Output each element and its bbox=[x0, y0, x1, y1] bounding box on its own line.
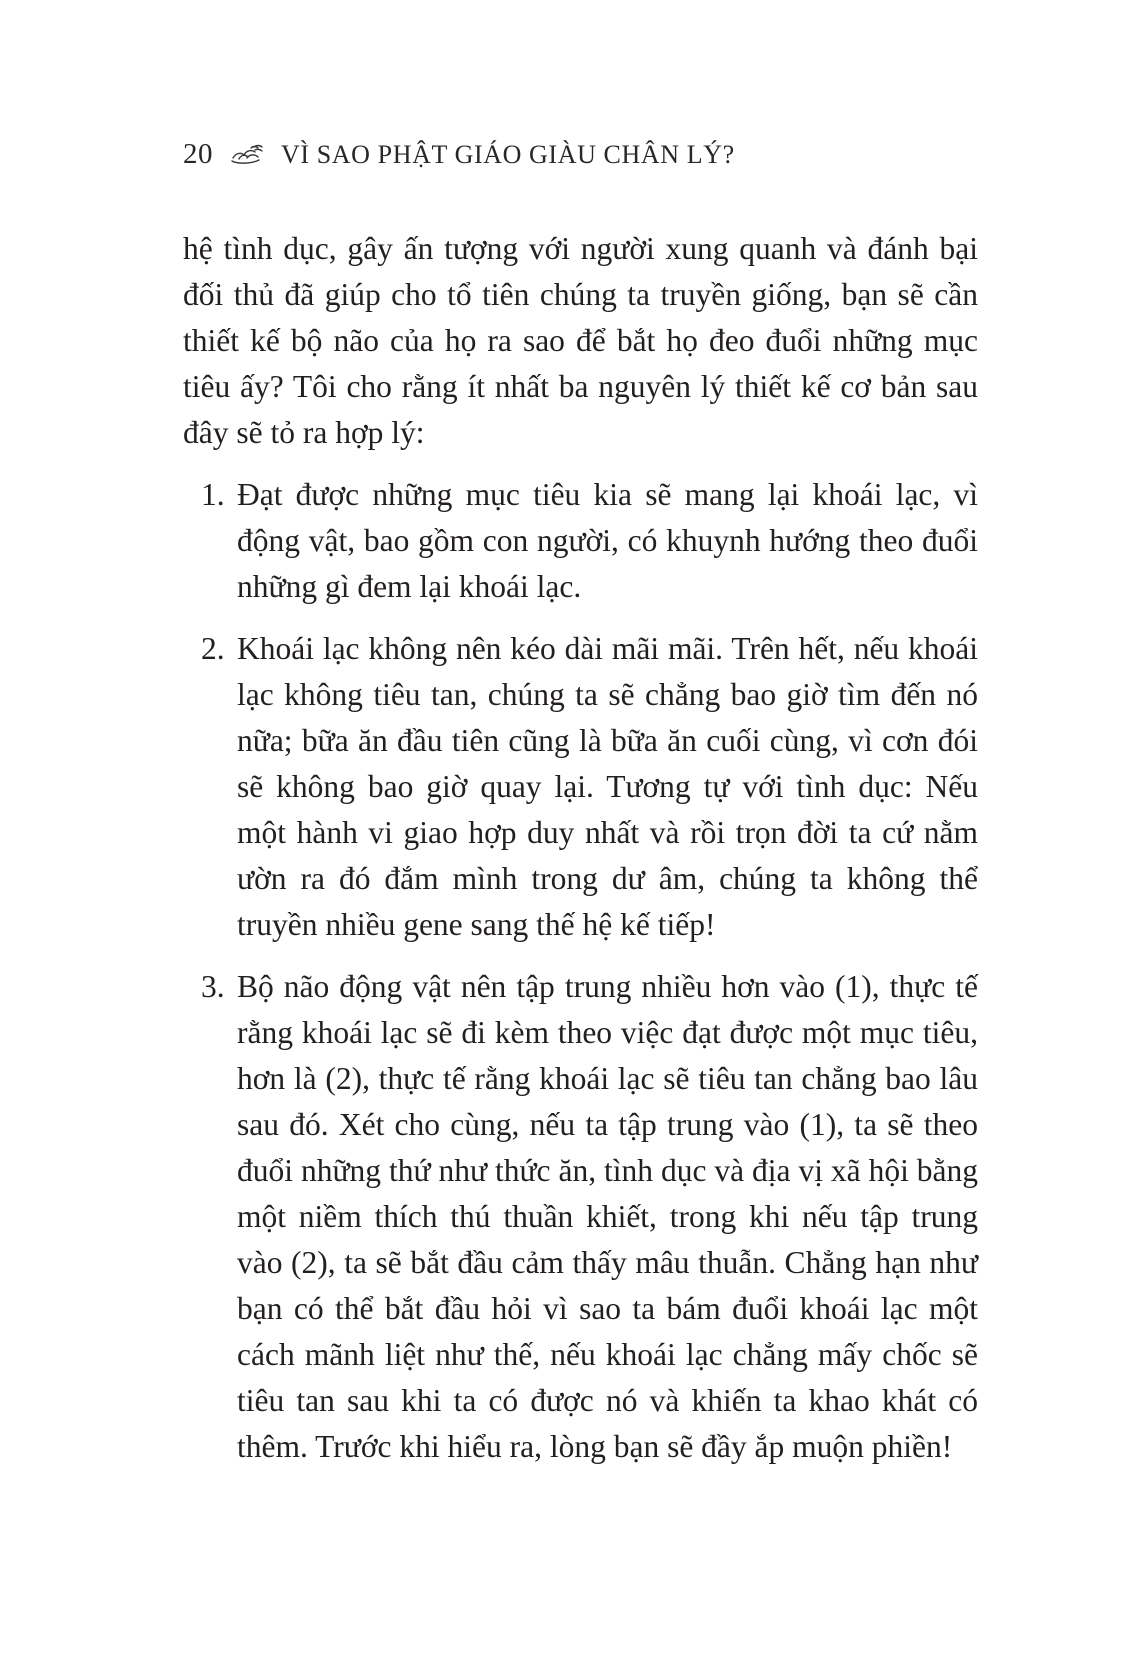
list-item-number: 3. bbox=[201, 969, 225, 1004]
page-header bbox=[183, 138, 735, 171]
list-item-text: Bộ não động vật nên tập trung nhiều hơn vào (1), thực tế rằng khoái lạc sẽ đi kèm theo việc đạt được một mục tiêu, hơn là (2), thực tế rằng khoái lạc sẽ tiêu tan chẳng bao lâu sau đó. Xét cho cùng, nếu ta tập trung vào (1), ta sẽ theo đuổi những thứ như thức ăn, tình dục và địa vị xã hội bằng một niềm thích thú thuần khiết, trong khi nếu tập trung vào (2), ta sẽ bắt đầu cảm thấy mâu thuẫn. Chẳng hạn như bạn có thể bắt đầu hỏi vì sao ta bám đuổi khoái lạc một cách mãnh liệt như thế, nếu khoái lạc chẳng mấy chốc sẽ tiêu tan sau khi ta có được nó và khiến ta khao khát có thêm. Trước khi hiểu ra, lòng bạn sẽ đầy ắp muộn phiền! bbox=[237, 969, 978, 1464]
lotus-ornament-icon bbox=[229, 143, 265, 167]
intro-paragraph: hệ tình dục, gây ấn tượng với người xung quanh và đánh bại đối thủ đã giúp cho tổ tiên chúng ta truyền giống, bạn sẽ cần thiết kế bộ não của họ ra sao để bắt họ đeo đuổi những mục tiêu ấy? Tôi cho rằng ít nhất ba nguyên lý thiết kế cơ bản sau đây sẽ tỏ ra hợp lý: bbox=[183, 231, 978, 450]
running-title: VÌ SAO PHẬT GIÁO GIÀU CHÂN LÝ? bbox=[281, 139, 735, 169]
numbered-list bbox=[183, 472, 978, 1470]
list-item-text: Đạt được những mục tiêu kia sẽ mang lại khoái lạc, vì động vật, bao gồm con người, có khuynh hướng theo đuổi những gì đem lại khoái lạc. bbox=[237, 477, 978, 604]
list-item-text: Khoái lạc không nên kéo dài mãi mãi. Trên hết, nếu khoái lạc không tiêu tan, chúng ta sẽ chẳng bao giờ tìm đến nó nữa; bữa ăn đầu tiên cũng là bữa ăn cuối cùng, vì cơn đói sẽ không bao giờ quay lại. Tương tự với tình dục: Nếu một hành vi giao hợp duy nhất và rồi trọn đời ta cứ nằm ườn ra đó đắm mình trong dư âm, chúng ta không thể truyền nhiều gene sang thế hệ kế tiếp! bbox=[237, 631, 978, 942]
page-number: 20 bbox=[183, 138, 213, 170]
list-item bbox=[183, 472, 978, 610]
list-item bbox=[183, 626, 978, 948]
list-item bbox=[183, 964, 978, 1470]
list-item-number: 1. bbox=[201, 477, 225, 512]
body-text bbox=[183, 226, 978, 1486]
list-item-number: 2. bbox=[201, 631, 225, 666]
